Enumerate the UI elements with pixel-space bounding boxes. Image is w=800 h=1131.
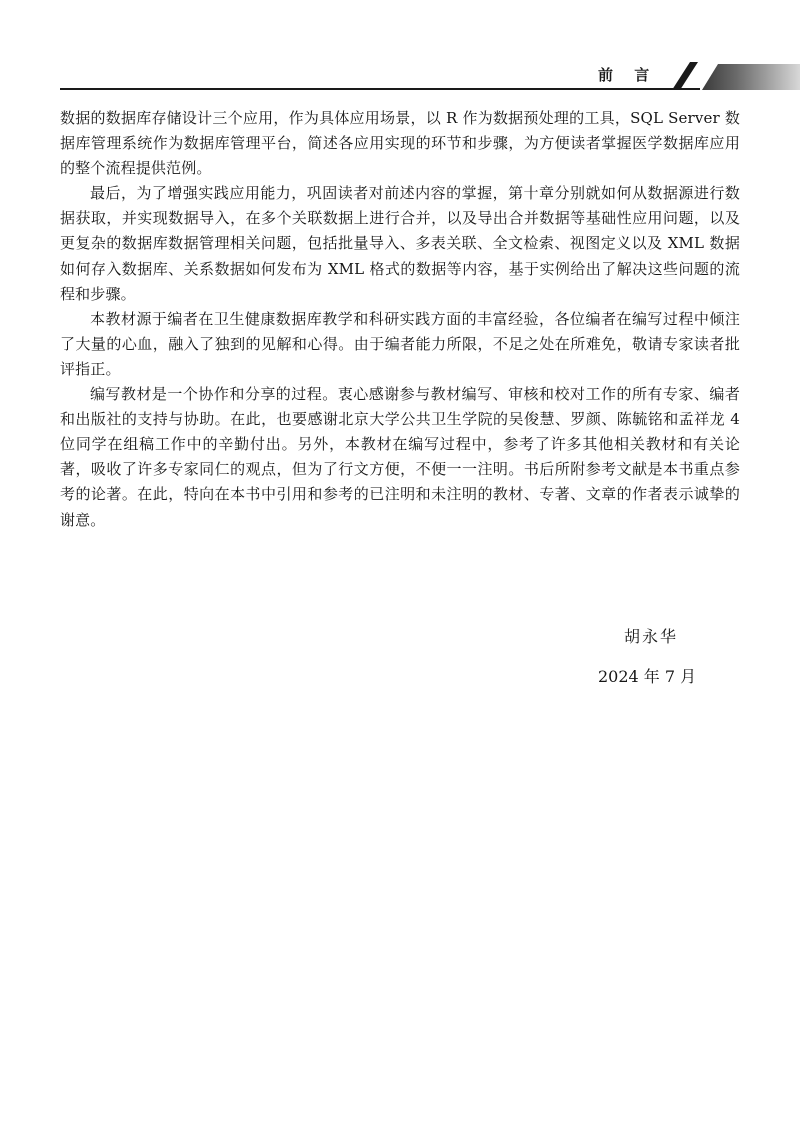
preface-body bbox=[60, 106, 740, 533]
paragraph-editors: 本教材源于编者在卫生健康数据库教学和科研实践方面的丰富经验，各位编者在编写过程中倾注了大量的心血，融入了独到的见解和心得。由于编者能力所限，不足之处在所难免，敬请专家读者批评指正。 bbox=[60, 309, 740, 378]
page-header bbox=[0, 0, 800, 96]
header-rule bbox=[60, 88, 700, 90]
author-signature: 胡永华 bbox=[624, 627, 679, 646]
signature-date: 2024 年 7 月 bbox=[598, 667, 697, 686]
paragraph-continued: 数据的数据库存储设计三个应用，作为具体应用场景，以 R 作为数据预处理的工具，SQL Server 数据库管理系统作为数据库管理平台，简述各应用实现的环节和步骤，为方便读者掌握医学数据库应用的整个流程提供范例。 bbox=[60, 109, 740, 178]
section-title: 前 言 bbox=[598, 66, 658, 84]
paragraph-acknowledgements: 编写教材是一个协作和分享的过程。衷心感谢参与教材编写、审核和校对工作的所有专家、编者和出版社的支持与协助。在此，也要感谢北京大学公共卫生学院的吴俊慧、罗颜、陈毓铭和孟祥龙 4 位同学在组稿工作中的辛勤付出。另外，本教材在编写过程中，参考了许多其他相关教材和有关论著，吸收了许多专家同仁的观点，但为了行文方便，不便一一注明。书后所附参考文献是本书重点参考的论著。在此，特向在本书中引用和参考的已注明和未注明的教材、专著、文章的作者表示诚挚的谢意。 bbox=[60, 385, 740, 529]
paragraph-chapter-ten: 最后，为了增强实践应用能力，巩固读者对前述内容的掌握，第十章分别就如何从数据源进行数据获取，并实现数据导入，在多个关联数据上进行合并，以及导出合并数据等基础性应用问题，以及更复杂的数据库数据管理相关问题，包括批量导入、多表关联、全文检索、视图定义以及 XML 数据如何存入数据库、关系数据如何发布为 XML 格式的数据等内容，基于实例给出了解决这些问题的流程和步骤。 bbox=[60, 184, 740, 303]
